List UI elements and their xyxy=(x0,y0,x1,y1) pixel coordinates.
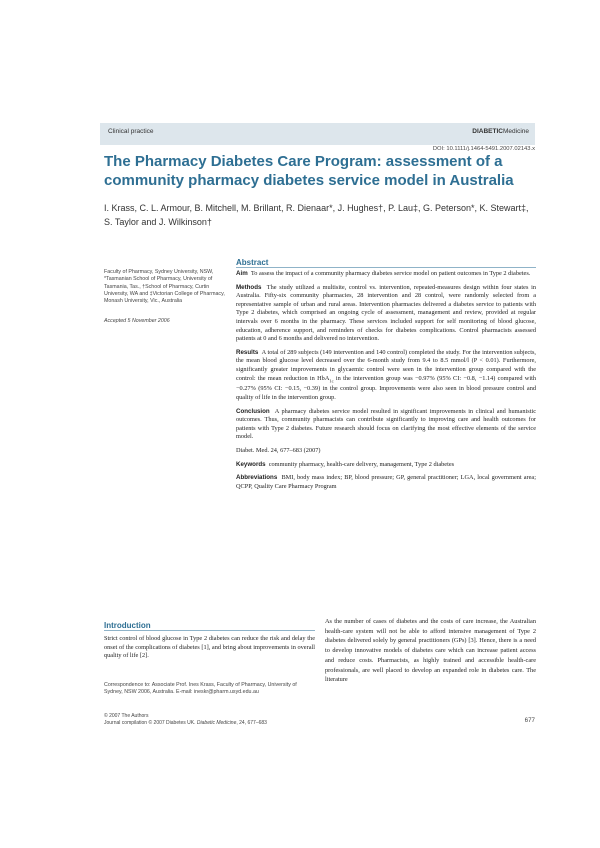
results-text-2: in the intervention group was −0.97% (95% CI: −0.8, −1.14) compared with −0.27% (95% CI: −0.15, −0.39) in the control group. Improvements were also seen in blood pressure control and quality of life in the intervention group. xyxy=(236,374,536,401)
article-title: The Pharmacy Diabetes Care Program: assessment of a community pharmacy diabetes service model in Australia xyxy=(104,153,514,189)
copyright-line: © 2007 The Authors xyxy=(104,713,149,719)
keywords-label: Keywords xyxy=(236,460,266,468)
compilation-line xyxy=(104,720,267,727)
introduction-divider xyxy=(104,630,315,631)
abbreviations-text: BMI, body mass index; BP, blood pressure; GP, general practitioner; LGA, local government area; QCPP, Quality Care Pharmacy Program xyxy=(236,474,536,490)
body-text-right-column: As the number of cases of diabetes and the costs of care increase, the Australian health-care system will not be able to afford intensive management of Type 2 diabetes delivered solely by general practitioners (GPs) [3]. Hence, there is a need to develop innovative models of diabetes care which can increase patient access and reduce costs. Pharmacists, as highly trained and accessible health-care professionals, are well placed to develop an expanded role in diabetes care. The literature xyxy=(325,618,536,684)
abbreviations xyxy=(236,474,536,491)
results-subscript: 1c xyxy=(329,377,334,383)
abstract-results xyxy=(236,349,536,403)
compilation-prefix: Journal compilation © 2007 Diabetes UK. xyxy=(104,719,197,726)
affiliations: Faculty of Pharmacy, Sydney University, NSW, *Tasmanian School of Pharmacy, University of Tasmania, Tas., †School of Pharmacy, Curtin University, WA and ‡Victorian College of Pharmacy, Monash University, Vic., Australia xyxy=(104,269,225,305)
journal-name-rest: Medicine xyxy=(502,128,529,135)
doi[interactable]: DOI: 10.1111/j.1464-5491.2007.02143.x xyxy=(432,146,535,152)
keywords xyxy=(236,461,536,470)
introduction-text: Strict control of blood glucose in Type 2 diabetes can reduce the risk and delay the onset of the complications of diabetes [1], and bring about improvements in overall quality of life [2]. xyxy=(104,635,315,660)
abstract-aim xyxy=(236,270,536,279)
compilation-volume: , 24, xyxy=(236,719,248,726)
abstract-divider xyxy=(236,267,536,268)
author-list: I. Krass, C. L. Armour, B. Mitchell, M. Brillant, R. Dienaar*, J. Hughes†, P. Lau‡, G. Peterson*, K. Stewart‡, S. Taylor and J. Wilkinson† xyxy=(104,203,529,227)
results-text-1: A total of 289 subjects (149 intervention and 140 control) completed the study. For the intervention subjects, the mean blood glucose level decreased over the 6-month study from 9.4 to 8.5 mmol/l (P < 0.01). Furthermore, significantly greater improvements in glycaemic control were seen in the intervention group compared with the control: the mean reduction in HbA xyxy=(236,348,536,382)
accepted-date: Accepted 5 November 2006 xyxy=(104,318,170,324)
methods-text: The study utilized a multisite, control vs. intervention, repeated-measures design within four states in Australia. Fifty-six community pharmacies, 28 intervention and 28 control, were randomly selected from a representative sample of urban and rural areas. Intervention pharmacies delivered a diabetes service to patients with Type 2 diabetes, which comprised an ongoing cycle of assessment, management and review, provided at regular intervals over 6 months in the pharmacy. These services included support for self monitoring of blood glucose, education, adherence support, and reminders of checks for diabetes complications. Control pharmacists assessed patients at 0 and 6 months and delivered no intervention. xyxy=(236,283,536,343)
correspondence: Correspondence to: Associate Prof. Ines Krass, Faculty of Pharmacy, University of Sydney, NSW 2006, Australia. E-mail: ineskr@pharm.usyd.edu.au xyxy=(104,682,297,696)
abstract-methods xyxy=(236,284,536,344)
abstract-heading: Abstract xyxy=(236,258,269,267)
journal-name-bold: DIABETIC xyxy=(472,128,503,135)
section-label: Clinical practice xyxy=(108,128,154,135)
conclusion-text: A pharmacy diabetes service model resulted in significant improvements in clinical and humanistic outcomes. Thus, community pharmacists can contribute significantly to improving care and health outcomes for patients with Type 2 diabetes. Future research should focus on clarifying the most effective elements of the service model. xyxy=(236,407,536,441)
citation: Diabet. Med. 24, 677–683 (2007) xyxy=(236,446,321,454)
methods-label: Methods xyxy=(236,283,262,291)
keywords-text: community pharmacy, health-care delivery, management, Type 2 diabetes xyxy=(268,460,455,468)
abstract-conclusion xyxy=(236,408,536,442)
conclusion-label: Conclusion xyxy=(236,407,270,415)
journal-name xyxy=(472,128,529,135)
introduction-heading: Introduction xyxy=(104,621,151,630)
abstract-body xyxy=(236,270,536,496)
compilation-pages: 677–683 xyxy=(247,719,267,726)
aim-text: To assess the impact of a community pharmacy diabetes service model on patient outcomes in Type 2 diabetes. xyxy=(250,270,531,277)
footer xyxy=(104,713,267,726)
abbreviations-label: Abbreviations xyxy=(236,474,278,482)
compilation-journal: Diabetic Medicine xyxy=(196,719,237,726)
running-header xyxy=(100,123,535,145)
page-number: 677 xyxy=(524,717,535,724)
aim-label: Aim xyxy=(236,270,248,277)
results-label: Results xyxy=(236,348,259,356)
